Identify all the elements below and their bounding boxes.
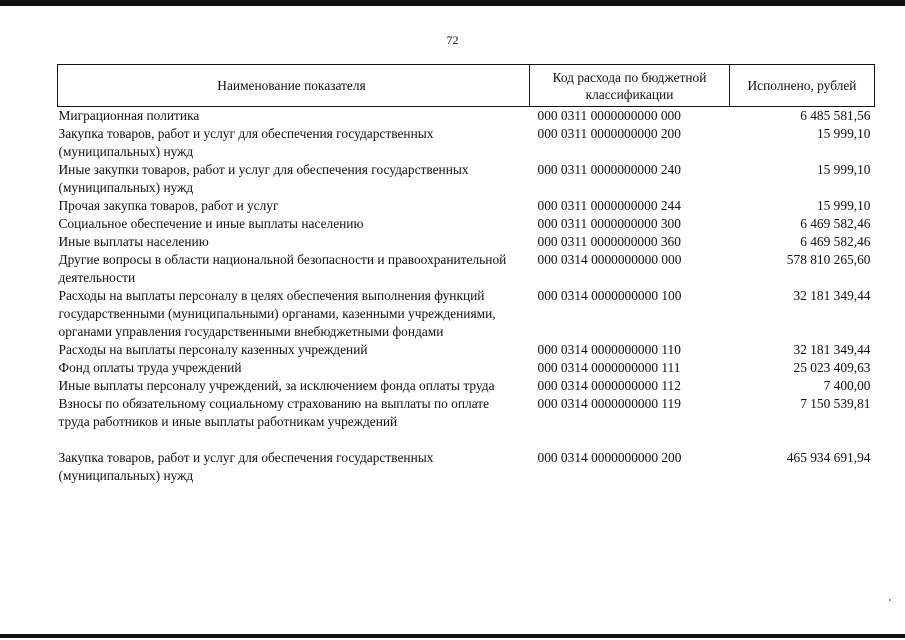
row-name: Иные закупки товаров, работ и услуг для обеспечения государственных (муниципальных) нужд xyxy=(58,162,469,195)
row-amount: 7 150 539,81 xyxy=(800,396,871,411)
row-name: Миграционная политика xyxy=(58,108,200,123)
row-name: Иные выплаты персоналу учреждений, за исключением фонда оплаты труда xyxy=(58,378,495,393)
header-name xyxy=(58,65,530,107)
row-amount: 32 181 349,44 xyxy=(793,288,871,303)
row-code: 000 0314 0000000000 000 xyxy=(537,252,682,267)
scan-speck xyxy=(889,599,891,601)
table-row xyxy=(58,359,875,377)
row-code: 000 0311 0000000000 000 xyxy=(537,108,681,123)
row-amount: 6 469 582,46 xyxy=(800,234,871,249)
row-name: Взносы по обязательному социальному страхованию на выплаты по оплате труда работников и иные выплаты работникам учреждений xyxy=(58,396,490,429)
header-code xyxy=(530,65,730,107)
table-row xyxy=(58,251,875,287)
row-amount: 7 400,00 xyxy=(823,378,871,393)
row-amount: 32 181 349,44 xyxy=(793,342,871,357)
top-border-line xyxy=(0,0,905,6)
table-row xyxy=(58,107,875,126)
table-row xyxy=(58,125,875,161)
row-name: Закупка товаров, работ и услуг для обеспечения государственных (муниципальных) нужд xyxy=(58,126,434,159)
row-code: 000 0311 0000000000 360 xyxy=(537,234,681,249)
row-amount: 15 999,10 xyxy=(816,162,871,177)
row-name: Социальное обеспечение и иные выплаты населению xyxy=(58,216,364,231)
row-code: 000 0311 0000000000 240 xyxy=(537,162,681,177)
row-name: Расходы на выплаты персоналу в целях обеспечения выполнения функций государственными (муниципальными) органами, казенными учреждениями, органами управления государственными внебюджетными фондами xyxy=(58,288,496,339)
expenditure-table xyxy=(57,64,875,485)
row-name: Прочая закупка товаров, работ и услуг xyxy=(58,198,279,213)
table-row xyxy=(58,197,875,215)
row-amount: 6 485 581,56 xyxy=(800,108,871,123)
row-code: 000 0311 0000000000 300 xyxy=(537,216,681,231)
row-name: Другие вопросы в области национальной безопасности и правоохранительной деятельности xyxy=(58,252,507,285)
row-code: 000 0314 0000000000 111 xyxy=(537,360,681,375)
row-code: 000 0314 0000000000 110 xyxy=(537,342,681,357)
row-code: 000 0314 0000000000 200 xyxy=(537,450,682,465)
row-code: 000 0311 0000000000 200 xyxy=(537,126,681,141)
row-amount: 465 934 691,94 xyxy=(786,450,871,465)
row-name: Расходы на выплаты персоналу казенных учреждений xyxy=(58,342,368,357)
header-amount-label: Исполнено, рублей xyxy=(747,78,857,93)
table-row xyxy=(58,431,875,485)
table-header-row xyxy=(58,65,875,107)
header-amount xyxy=(730,65,875,107)
row-amount: 578 810 265,60 xyxy=(786,252,871,267)
bottom-border-line xyxy=(0,634,905,638)
table-row xyxy=(58,233,875,251)
table-row xyxy=(58,395,875,431)
header-name-label: Наименование показателя xyxy=(217,78,366,93)
page-number: 72 xyxy=(446,33,459,47)
row-name: Иные выплаты населению xyxy=(58,234,209,249)
row-amount: 15 999,10 xyxy=(816,126,871,141)
row-amount: 6 469 582,46 xyxy=(800,216,871,231)
table-row xyxy=(58,287,875,341)
row-amount: 15 999,10 xyxy=(816,198,871,213)
table-row xyxy=(58,341,875,359)
table-row xyxy=(58,161,875,197)
table-row xyxy=(58,377,875,395)
row-name: Закупка товаров, работ и услуг для обеспечения государственных (муниципальных) нужд xyxy=(58,450,434,483)
row-amount: 25 023 409,63 xyxy=(793,360,871,375)
row-code: 000 0314 0000000000 100 xyxy=(537,288,682,303)
row-code: 000 0314 0000000000 112 xyxy=(537,378,681,393)
table-row xyxy=(58,215,875,233)
row-code: 000 0311 0000000000 244 xyxy=(537,198,681,213)
row-name: Фонд оплаты труда учреждений xyxy=(58,360,242,375)
row-code: 000 0314 0000000000 119 xyxy=(537,396,681,411)
header-code-label: Код расхода по бюджетной классификации xyxy=(552,69,707,102)
